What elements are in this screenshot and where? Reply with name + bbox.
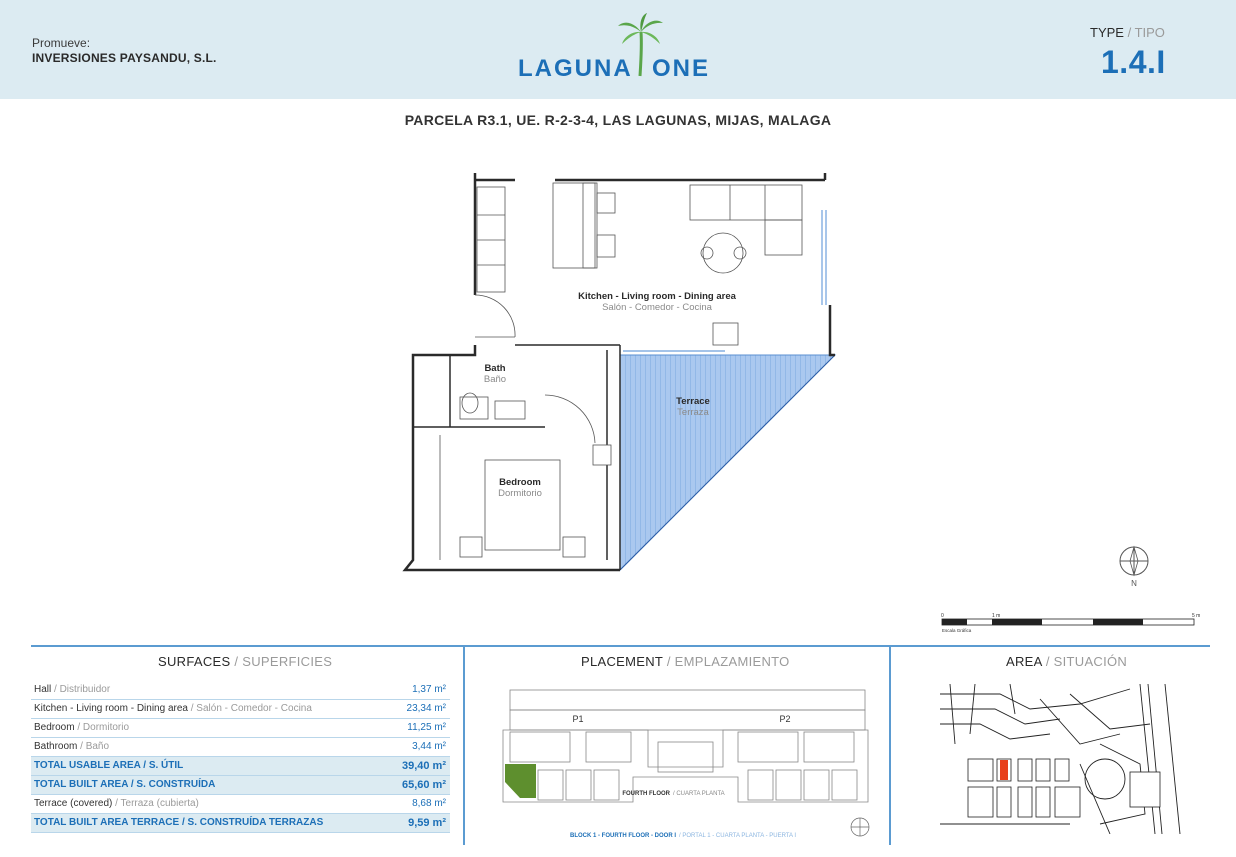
- room-label-bath: Bath: [484, 363, 506, 374]
- area-map: [940, 684, 1190, 834]
- scale-zero: 0: [941, 613, 944, 619]
- panel-divider-2: [889, 645, 891, 845]
- surface-row-terrace: [31, 795, 450, 814]
- surface-row-bathroom: [31, 738, 450, 757]
- surface-label: Bathroom: [34, 741, 78, 752]
- placement-p2: P2: [779, 714, 791, 724]
- room-label-bath-es: Baño: [483, 374, 507, 385]
- surface-value: 23,34 m²: [406, 703, 446, 714]
- type-code: 1.4.I: [1101, 44, 1166, 80]
- placement-plan: [498, 682, 878, 842]
- floor-plan: [395, 165, 855, 580]
- area-title: [1006, 654, 1127, 669]
- header-band: [0, 0, 1236, 99]
- placement-title: [581, 654, 790, 669]
- surface-label: TOTAL BUILT AREA TERRACE: [34, 817, 180, 828]
- surface-label: Hall: [34, 684, 52, 695]
- surfaces-title-en: SURFACES: [158, 654, 231, 669]
- area-title-en: AREA: [1006, 654, 1042, 669]
- surfaces-title: [158, 654, 332, 669]
- placement-title-es: / EMPLAZAMIENTO: [666, 654, 790, 669]
- promoter-name: INVERSIONES PAYSANDU, S.L.: [32, 51, 217, 65]
- logo-left-text: LAGUNA: [518, 55, 633, 82]
- scale-5m: 5 m: [1192, 613, 1201, 619]
- surface-value: 39,40 m²: [401, 760, 446, 772]
- compass-n-label: N: [1131, 579, 1137, 588]
- surfaces-table: [31, 681, 450, 833]
- surface-value: 65,60 m²: [401, 779, 446, 791]
- laguna-one-logo: [510, 10, 730, 92]
- placement-highlight-unit: [505, 764, 536, 798]
- surface-label-es: / Salón - Comedor - Cocina: [190, 703, 312, 714]
- surface-row-total-terrace: [31, 814, 450, 833]
- promoter-label: Promueve:: [32, 36, 91, 50]
- surface-row-total-usable: [31, 757, 450, 776]
- surface-label-es: / Terraza (cubierta): [115, 798, 199, 809]
- area-map-highlight: [1000, 760, 1008, 780]
- type-label: [1090, 25, 1165, 40]
- room-label-living-es: Salón - Comedor - Cocina: [602, 302, 712, 313]
- surface-label-es: / S. CONSTRUÍDA TERRAZAS: [181, 817, 324, 828]
- north-compass-icon: [1114, 545, 1154, 590]
- type-label-es: / TIPO: [1127, 25, 1165, 40]
- surface-label: Bedroom: [34, 722, 75, 733]
- surface-row-living: [31, 700, 450, 719]
- surfaces-title-es: / SUPERFICIES: [234, 654, 333, 669]
- placement-floor-en: FOURTH FLOOR: [622, 791, 670, 797]
- placement-p1: P1: [572, 714, 584, 724]
- surface-label-es: / S. CONSTRUÍDA: [130, 779, 216, 790]
- placement-title-en: PLACEMENT: [581, 654, 663, 669]
- surface-label: TOTAL USABLE AREA: [34, 760, 141, 771]
- surface-label-es: / S. ÚTIL: [143, 760, 184, 771]
- surface-label: Kitchen - Living room - Dining area: [34, 703, 188, 714]
- logo-right-text: ONE: [652, 55, 711, 82]
- window-lines: [623, 210, 826, 351]
- surface-label-es: / Distribuidor: [54, 684, 111, 695]
- surface-row-hall: [31, 681, 450, 700]
- room-label-terrace: Terrace: [676, 396, 710, 407]
- address-title: PARCELA R3.1, UE. R-2-3-4, LAS LAGUNAS, MIJAS, MALAGA: [404, 112, 832, 128]
- surface-label: Terrace (covered): [34, 798, 113, 809]
- surface-value: 9,59 m²: [408, 817, 446, 829]
- surface-value: 3,44 m²: [412, 741, 446, 752]
- graphic-scale: [936, 610, 1206, 640]
- room-label-terrace-es: Terraza: [677, 407, 709, 418]
- surface-value: 11,25 m²: [407, 722, 446, 733]
- surface-value: 1,37 m²: [412, 684, 446, 695]
- scale-caption: Escala Gráfica: [942, 628, 972, 633]
- surface-label-es: / Baño: [80, 741, 110, 752]
- surface-value: 8,68 m²: [412, 798, 446, 809]
- area-title-es: / SITUACIÓN: [1045, 654, 1128, 669]
- placement-block-es: / PORTAL 1 - CUARTA PLANTA - PUERTA I: [679, 833, 797, 839]
- surface-label: TOTAL BUILT AREA: [34, 779, 129, 790]
- placement-building: [503, 690, 868, 802]
- surface-label-es: / Dormitorio: [77, 722, 130, 733]
- type-label-en: TYPE: [1090, 25, 1124, 40]
- placement-floor-es: / CUARTA PLANTA: [673, 791, 725, 797]
- scale-1m: 1 m: [992, 613, 1001, 619]
- surface-row-total-built: [31, 776, 450, 795]
- room-label-living: Kitchen - Living room - Dining area: [578, 291, 736, 302]
- placement-block-en: BLOCK 1 - FOURTH FLOOR - DOOR I: [570, 833, 676, 839]
- room-label-bedroom-es: Dormitorio: [498, 488, 542, 499]
- room-label-bedroom: Bedroom: [499, 477, 541, 488]
- panels-top-rule: [31, 645, 1210, 647]
- surface-row-bedroom: [31, 719, 450, 738]
- panel-divider-1: [463, 645, 465, 845]
- placement-compass-icon: [851, 818, 869, 836]
